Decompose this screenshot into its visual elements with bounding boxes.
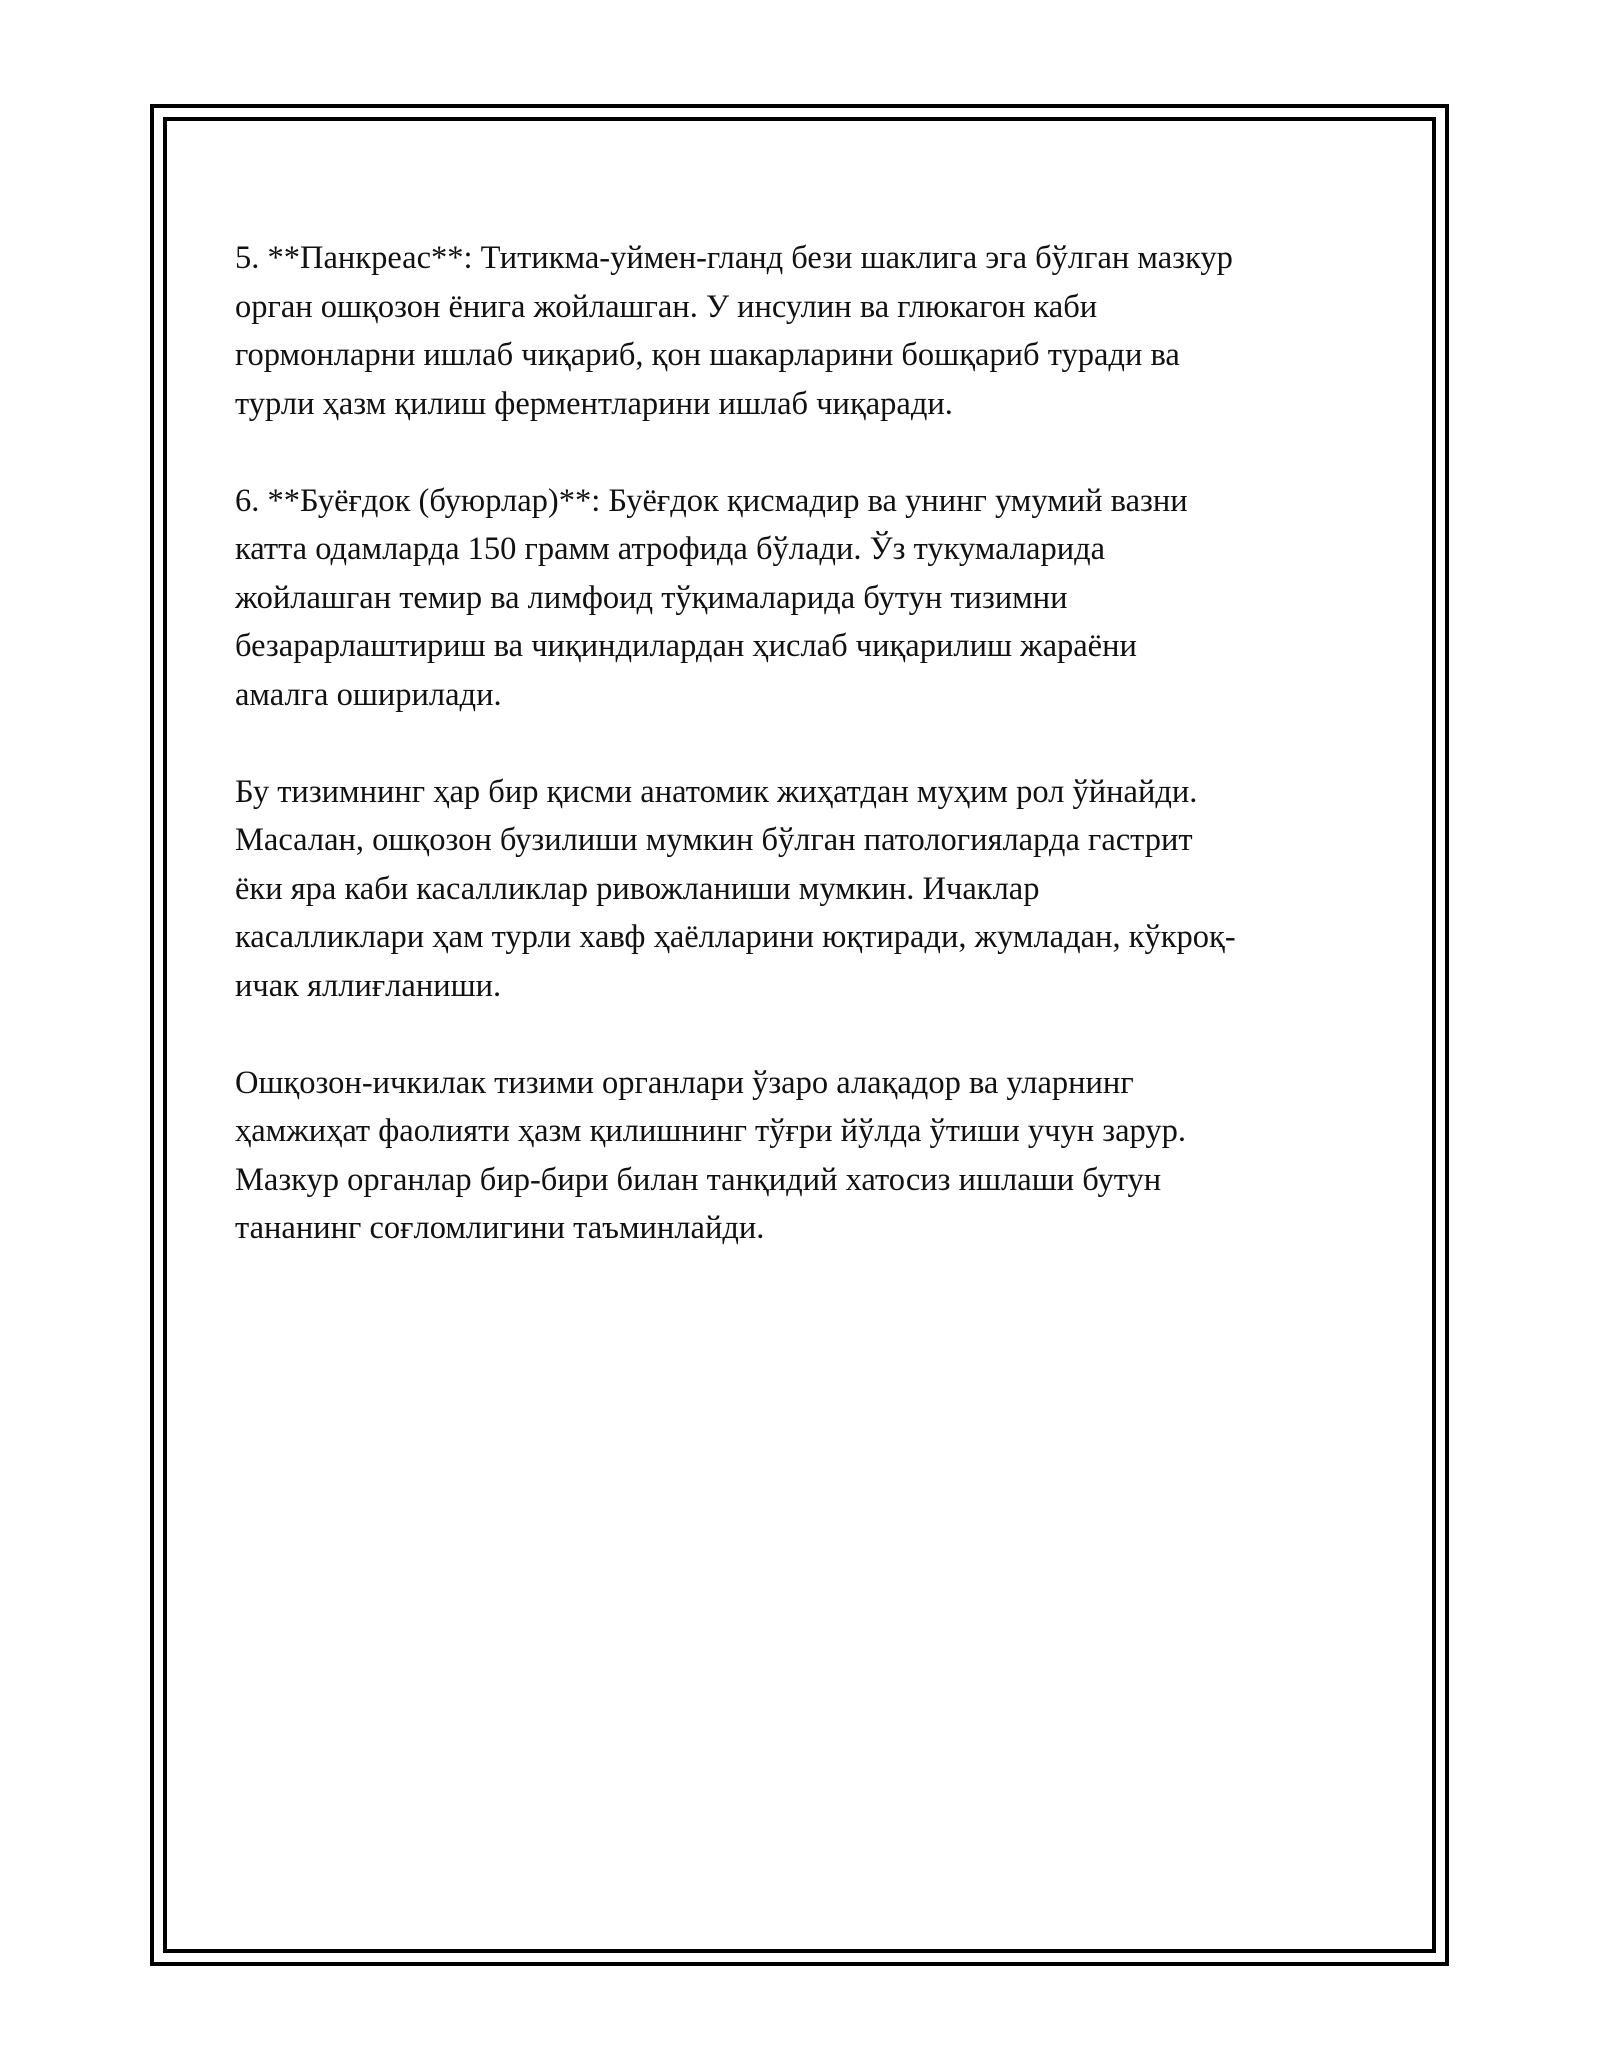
paragraph-pathology: Бу тизимнинг ҳар бир қисми анатомик жиҳатдан муҳим рол ўйнайди. Масалан, ошқозон бузилиши мумкин бўлган патологияларда гастрит ёки яра каби касалликлар ривожланиши мумкин. Ичаклар касалликлари ҳам турли хавф ҳаёлларини юқтиради, жумладан, кўкроқ- ичак яллиғланиши. <box>235 773 1236 1004</box>
paragraph-conclusion: Ошқозон-ичкилак тизими органлари ўзаро алақадор ва уларнинг ҳамжиҳат фаолияти ҳазм қилишнинг тўғри йўлда ўтиши учун зарур. Мазкур органлар бир-бири билан танқидий хатосиз ишлаши бутун тананинг соғломлигини таъминлайди. <box>235 1064 1186 1246</box>
document-body <box>235 234 1375 1301</box>
paragraph-kidneys: 6. **Буёғдок (буюрлар)**: Буёғдок қисмадир ва унинг умумий вазни катта одамларда 150 грамм атрофида бўлади. Ўз тукумаларида жойлашган темир ва лимфоид тўқималарида бутун тизимни безарарлаштириш ва чиқиндилардан ҳислаб чиқарилиш жараёни амалга оширилади. <box>235 482 1188 713</box>
paragraph-pancreas: 5. **Панкреас**: Титикма-уймен-гланд бези шаклига эга бўлган мазкур орган ошқозон ёнига жойлашган. У инсулин ва глюкагон каби гормонларни ишлаб чиқариб, қон шакарларини бошқариб туради ва турли ҳазм қилиш ферментларини ишлаб чиқаради. <box>235 240 1233 422</box>
